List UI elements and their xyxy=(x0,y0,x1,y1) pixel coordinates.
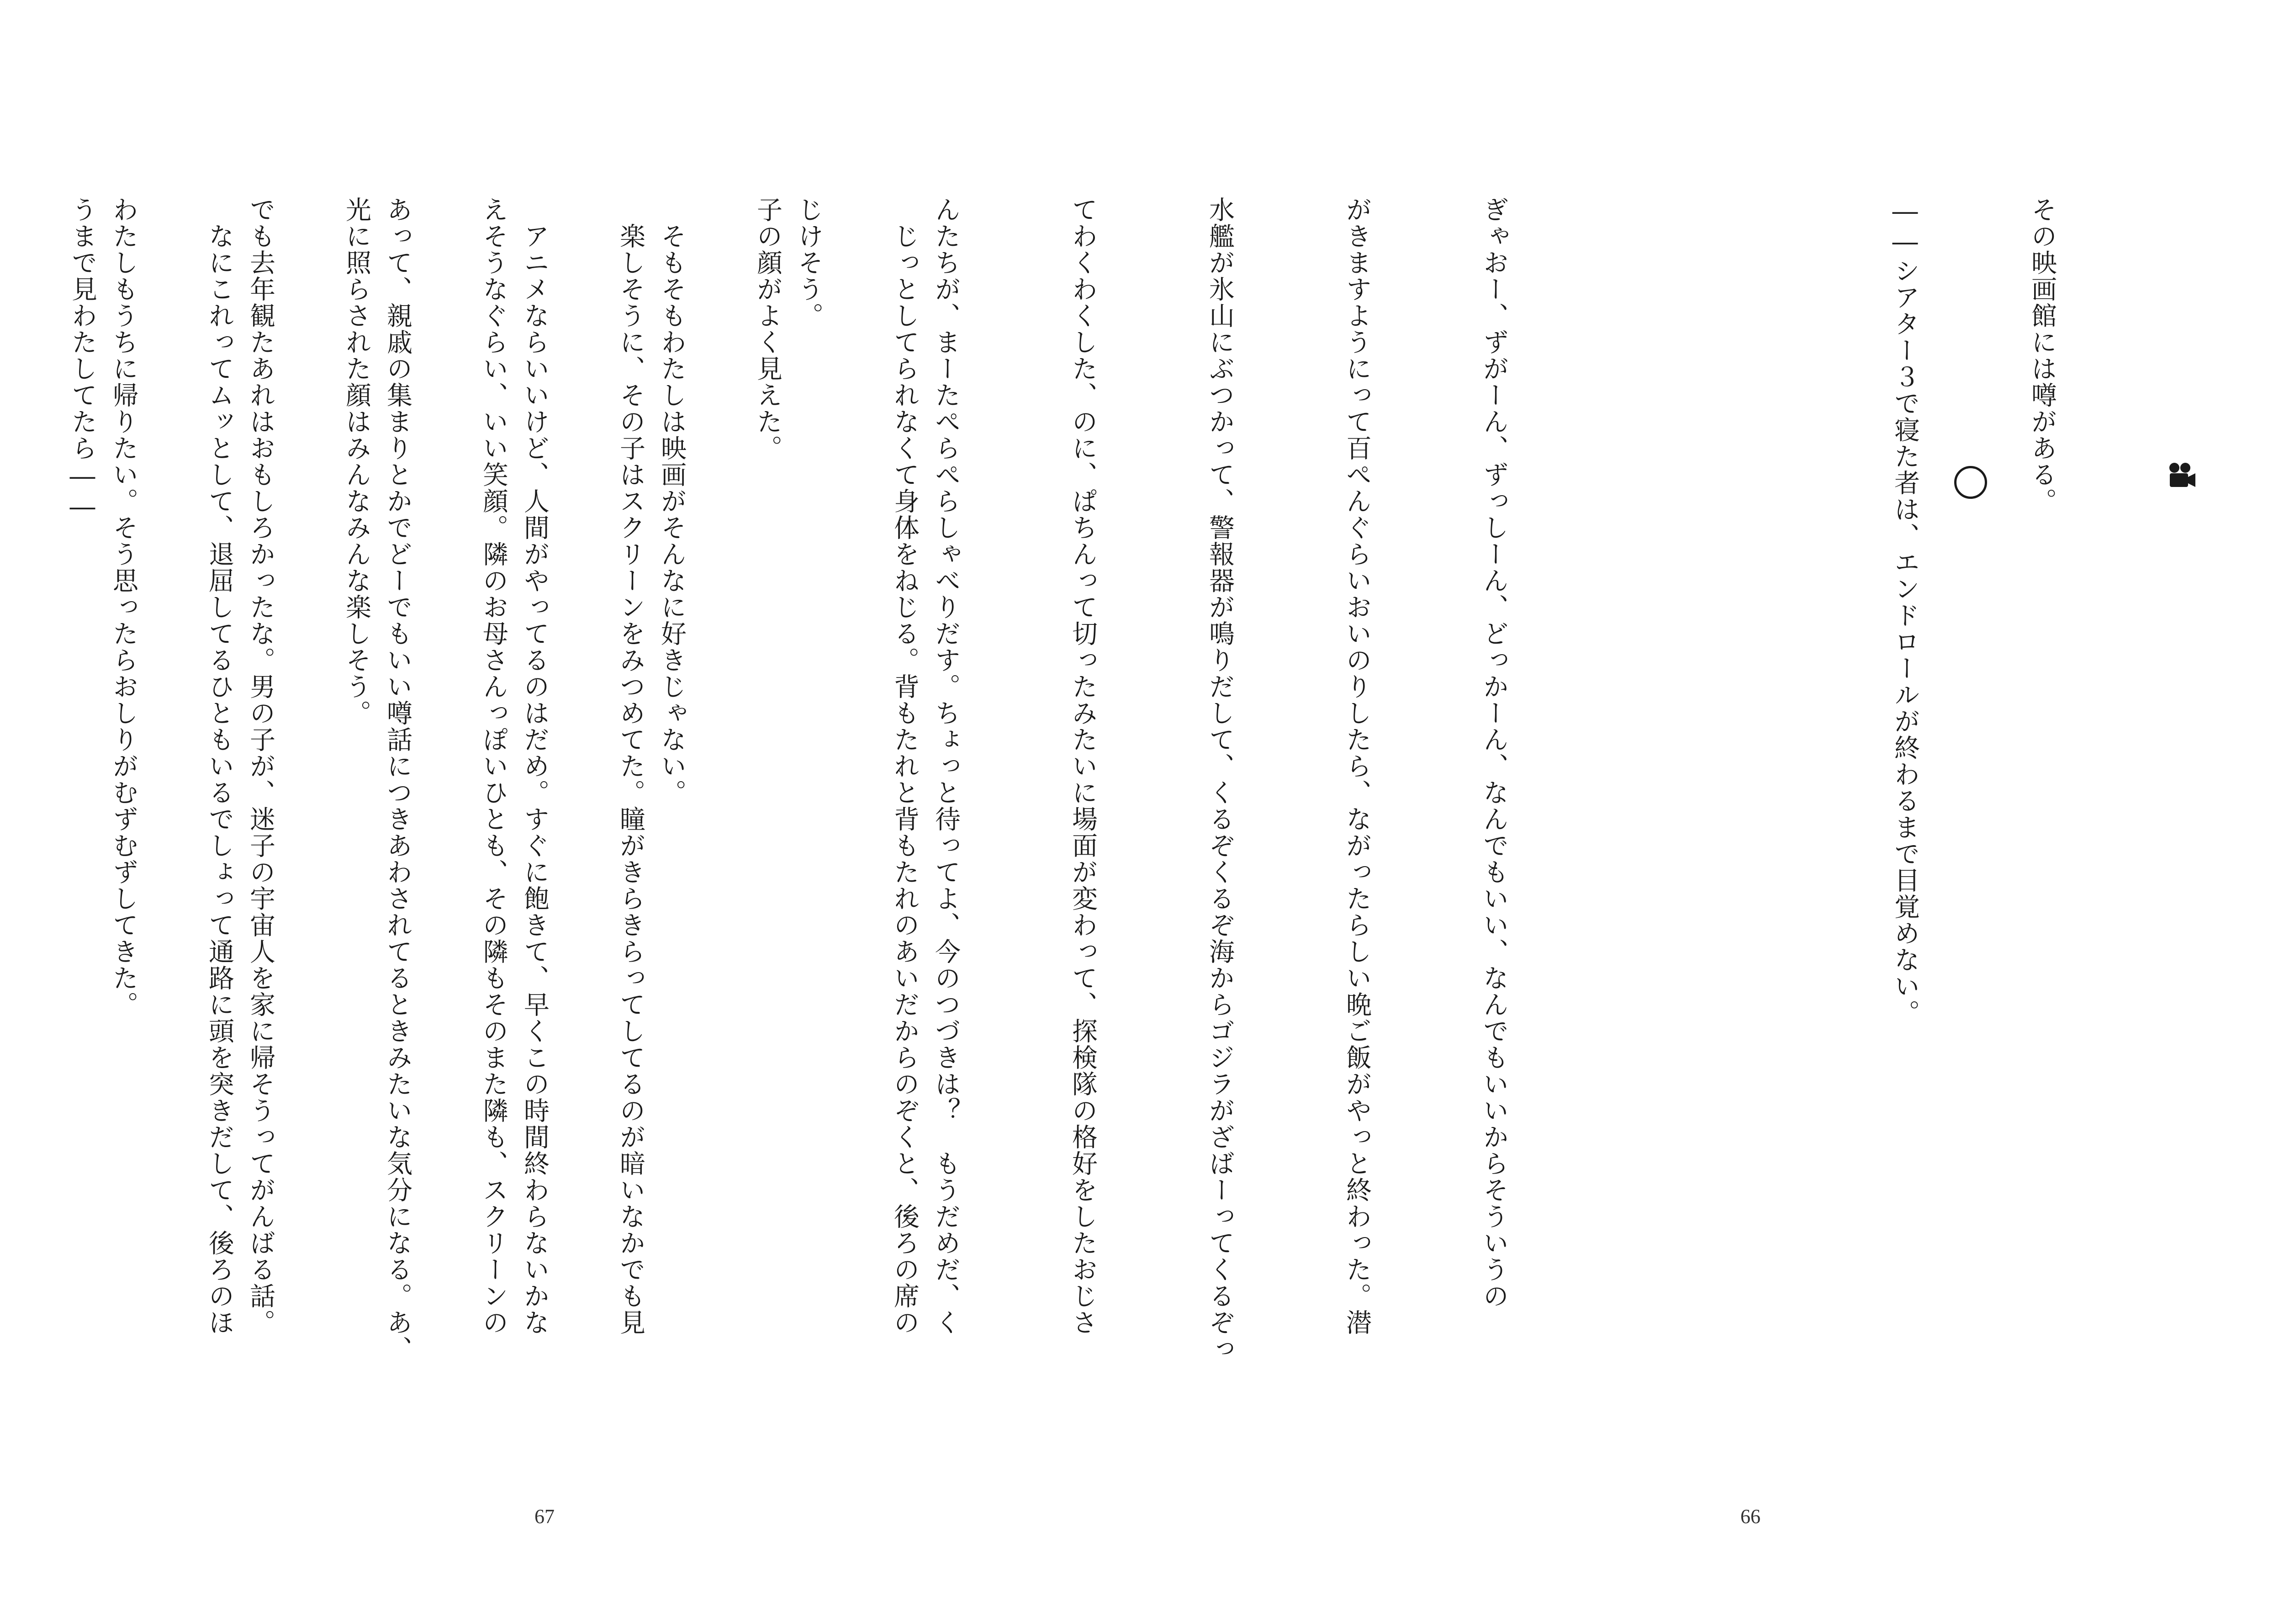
page-number: 66 xyxy=(1740,1505,1761,1528)
text-line: がきますようにって百ぺんぐらいおいのりしたら、ながったらしい晩ご飯がやっと終わった。潜 xyxy=(1342,196,1372,1336)
text-line: 子の顔がよく見えた。 xyxy=(753,196,782,461)
text-line: あって、親戚の集まりとかでどーでもいい噂話につきあわされてるときみたいな気分になる。あ、 xyxy=(383,196,412,1362)
text-line: アニメならいいけど、人間がやってるのはだめ。すぐに飽きて、早くこの時間終わらないかな xyxy=(520,196,550,1336)
text-line: その映画館には噂がある。 xyxy=(2027,196,2057,514)
text-line: てわくわくした、のに、ぱちんって切ったみたいに場面が変わって、探検隊の格好をしたおじさ xyxy=(1068,196,1098,1336)
body-text-67 xyxy=(0,196,1019,1476)
text-line: 楽しそうに、その子はスクリーンをみつめてた。瞳がきらきらってしてるのが暗いなかでも見 xyxy=(616,196,645,1336)
text-line: 光に照らされた顔はみんなみんな楽しそう。 xyxy=(342,196,371,726)
text-line: じけそう。 xyxy=(794,196,824,329)
text-line: んたちが、まーたぺらぺらしゃべりだす。ちょっと待ってよ、今のつづきは？ もうだめだ、く xyxy=(931,196,961,1336)
movie-camera-icon xyxy=(2164,461,2197,494)
text-line: わたしもうちに帰りたい。そう思ったらおしりがむずむずしてきた。 xyxy=(109,196,138,1018)
text-line: 水艦が氷山にぶつかって、警報器が鳴りだして、くるぞくるぞ海からゴジラがざばーってくるぞっ xyxy=(1205,196,1235,1362)
text-line: えそうなぐらい、いい笑顔。隣のお母さんっぽいひとも、その隣もそのまた隣も、スクリーンの xyxy=(479,196,508,1336)
text-line: なにこれってムッとして、退屈してるひともいるでしょって通路に頭を突きだして、後ろのほ xyxy=(205,196,234,1336)
text-line: ぎゃおー、ずがーん、ずっしーん、どっかーん、なんでもいい、なんでもいいからそういうの xyxy=(1479,196,1509,1309)
text-line: うまで見わたしてたら―― xyxy=(68,196,97,523)
text-line: ――シアター３で寝た者は、エンドロールが終わるまで目覚めない。 xyxy=(1890,196,1920,1026)
text-line: でも去年観たあれはおもしろかったな。男の子が、迷子の宇宙人を家に帰そうってがんばる話。 xyxy=(246,196,275,1336)
page-number: 67 xyxy=(534,1505,555,1528)
text-line: じっとしてられなくて身体をねじる。背もたれと背もたれのあいだからのぞくと、後ろの席の xyxy=(890,196,920,1336)
text-line: そもそもわたしは映画がそんなに好きじゃない。 xyxy=(657,196,687,806)
